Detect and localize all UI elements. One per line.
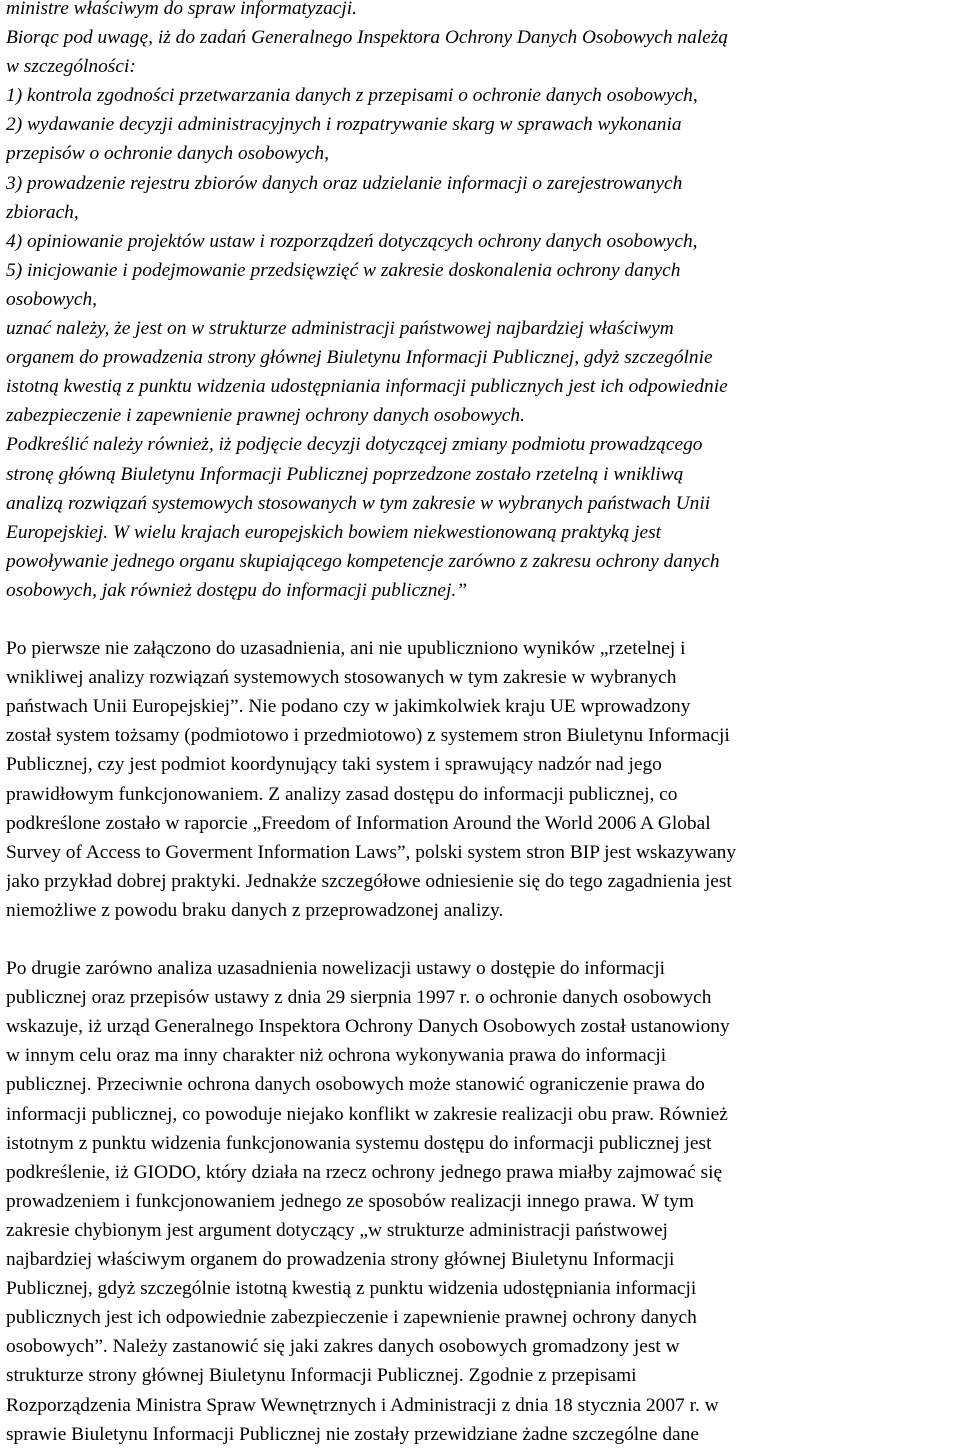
quote-line: istotną kwestią z punktu widzenia udostępniania informacji publicznych jest ich odpowiednie [6, 376, 728, 398]
quote-line: analizą rozwiązań systemowych stosowanych w tym zakresie w wybranych państwach Unii [6, 492, 711, 514]
text-line: wnikliwej analizy rozwiązań systemowych stosowanych w tym zakresie w wybranych [6, 667, 677, 689]
text-line: Survey of Access to Goverment Information Laws”, polski system stron BIP jest wskazywany [6, 841, 737, 863]
text-line: wskazuje, iż urząd Generalnego Inspektora Ochrony Danych Osobowych został ustanowiony [6, 1016, 730, 1038]
text-line: Po drugie zarówno analiza uzasadnienia nowelizacji ustawy o dostępie do informacji [6, 958, 666, 980]
text-line: publicznej. Przeciwnie ochrona danych osobowych może stanowić ograniczenie prawa do [6, 1074, 705, 1096]
text-line: publicznej oraz przepisów ustawy z dnia 29 sierpnia 1997 r. o ochronie danych osobowych [6, 987, 712, 1009]
quote-line: zabezpieczenie i zapewnienie prawnej ochrony danych osobowych. [6, 405, 525, 427]
text-line: najbardziej właściwym organem do prowadzenia strony głównej Biuletynu Informacji [6, 1249, 675, 1271]
quote-line: osobowych, [6, 288, 98, 310]
text-line: zakresie chybionym jest argument dotyczący „w strukturze administracji państwowej [6, 1219, 668, 1241]
text-line: jako przykład dobrej praktyki. Jednakże szczegółowe odniesienie się do tego zagadnienia jest [6, 870, 732, 892]
quote-block [6, 0, 956, 605]
text-line: osobowych”. Należy zastanowić się jaki zakres danych osobowych gromadzony jest w [6, 1336, 680, 1358]
paragraph-2 [6, 954, 956, 1449]
paragraph-gap [6, 925, 956, 954]
quote-line: Podkreślić należy również, iż podjęcie decyzji dotyczącej zmiany podmiotu prowadzącego [6, 434, 703, 456]
quote-line: Biorąc pod uwagę, iż do zadań Generalnego Inspektora Ochrony Danych Osobowych należą [6, 27, 729, 49]
quote-line: organem do prowadzenia strony głównej Biuletynu Informacji Publicznej, gdyż szczególnie [6, 347, 713, 369]
quote-line: 2) wydawanie decyzji administracyjnych i rozpatrywanie skarg w sprawach wykonania [6, 114, 682, 136]
quote-line: Europejskiej. W wielu krajach europejskich bowiem niekwestionowaną praktyką jest [6, 521, 662, 543]
text-line: Publicznej, gdyż szczególnie istotną kwestią z punktu widzenia udostępniania informacji [6, 1278, 697, 1300]
text-line: informacji publicznej, co powoduje niejako konflikt w zakresie realizacji obu praw. Również [6, 1103, 728, 1125]
paragraph-gap [6, 605, 956, 634]
quote-line: 5) inicjowanie i podejmowanie przedsięwzięć w zakresie doskonalenia ochrony danych [6, 259, 681, 281]
quote-line: uznać należy, że jest on w strukturze administracji państwowej najbardziej właściwym [6, 318, 674, 340]
quote-line: przepisów o ochronie danych osobowych, [6, 143, 329, 165]
quote-line: w szczególności: [6, 56, 136, 78]
quote-line: 3) prowadzenie rejestru zbiorów danych oraz udzielanie informacji o zarejestrowanych [6, 172, 683, 194]
text-line: państwach Unii Europejskiej”. Nie podano czy w jakimkolwiek kraju UE wprowadzony [6, 696, 691, 718]
text-line: Publicznej, czy jest podmiot koordynujący taki system i sprawujący nadzór nad jego [6, 754, 662, 776]
quote-line: stronę główną Biuletynu Informacji Publicznej poprzedzone zostało rzetelną i wnikliwą [6, 463, 684, 485]
document-text [6, 0, 956, 1449]
quote-line: 4) opiniowanie projektów ustaw i rozporządzeń dotyczących ochrony danych osobowych, [6, 230, 698, 252]
text-line: podkreślenie, iż GIODO, który działa na rzecz ochrony jednego prawa miałby zajmować się [6, 1161, 723, 1183]
text-line: został system tożsamy (podmiotowo i przedmiotowo) z systemem stron Biuletynu Informacji [6, 725, 730, 747]
text-line: prawidłowym funkcjonowaniem. Z analizy zasad dostępu do informacji publicznej, co [6, 783, 678, 805]
quote-line: powoływanie jednego organu skupiającego kompetencje zarówno z zakresu ochrony danych [6, 550, 720, 572]
text-line: istotnym z punktu widzenia funkcjonowania systemu dostępu do informacji publicznej jest [6, 1132, 712, 1154]
text-line: podkreślone zostało w raporcie „Freedom of Information Around the World 2006 A Global [6, 812, 711, 834]
quote-line: 1) kontrola zgodności przetwarzania danych z przepisami o ochronie danych osobowych, [6, 85, 698, 107]
text-line: w innym celu oraz ma inny charakter niż ochrona wykonywania prawa do informacji [6, 1045, 667, 1067]
quote-line: osobowych, jak również dostępu do informacji publicznej.” [6, 579, 468, 601]
text-line: prowadzeniem i funkcjonowaniem jednego ze sposobów realizacji innego prawa. W tym [6, 1190, 694, 1212]
quote-line: ministre właściwym do spraw informatyzacji. [6, 0, 358, 19]
text-line: strukturze strony głównej Biuletynu Informacji Publicznej. Zgodnie z przepisami [6, 1365, 637, 1387]
text-line: Po pierwsze nie załączono do uzasadnienia, ani nie upubliczniono wyników „rzetelnej i [6, 638, 686, 660]
text-line: sprawie Biuletynu Informacji Publicznej nie zostały przewidziane żadne szczególne dane [6, 1423, 699, 1445]
text-line: publicznych jest ich odpowiednie zabezpieczenie i zapewnienie prawnej ochrony danych [6, 1307, 697, 1329]
text-line: niemożliwe z powodu braku danych z przeprowadzonej analizy. [6, 899, 504, 921]
quote-line: zbiorach, [6, 201, 79, 223]
paragraph-1 [6, 634, 956, 925]
text-line: Rozporządzenia Ministra Spraw Wewnętrznych i Administracji z dnia 18 stycznia 2007 r. w [6, 1394, 719, 1416]
